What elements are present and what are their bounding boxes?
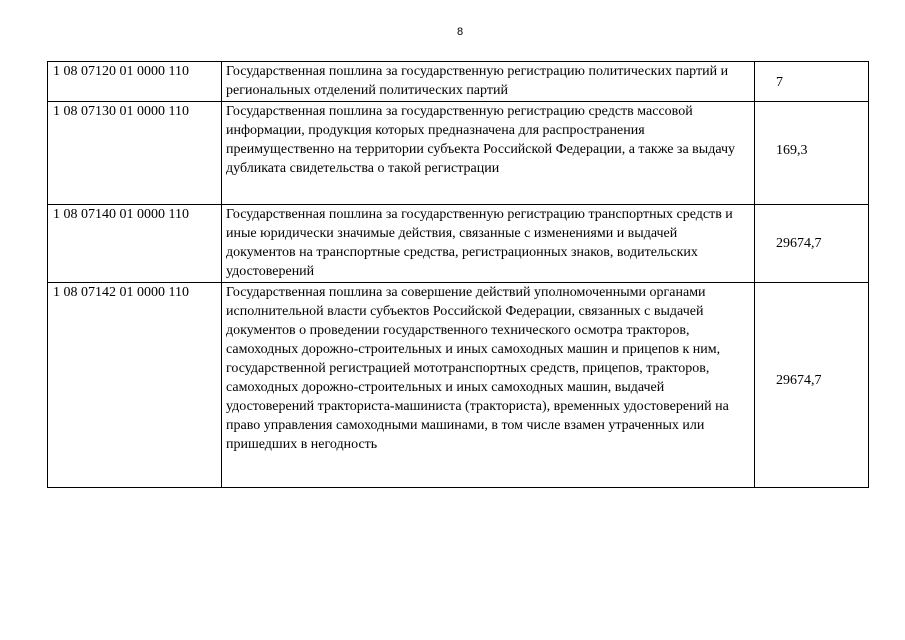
table-row [48,62,869,102]
table-row [48,102,869,205]
amount-cell: 29674,7 [755,205,869,283]
budget-code-cell: 1 08 07140 01 0000 110 [48,205,222,283]
budget-code-cell: 1 08 07142 01 0000 110 [48,283,222,488]
budget-code-cell: 1 08 07130 01 0000 110 [48,102,222,205]
amount-cell: 29674,7 [755,283,869,488]
budget-table [47,61,869,488]
page-number: 8 [456,26,464,38]
revenue-name-cell: Государственная пошлина за государственную регистрацию политических партий и региональных отделений политических партий [222,62,755,102]
revenue-name-cell: Государственная пошлина за государственную регистрацию средств массовой информации, продукция которых предназначена для распространения преимущественно на территории субъекта Российской Федерации, а также за выдачу дубликата свидетельства о такой регистрации [222,102,755,205]
budget-code-cell: 1 08 07120 01 0000 110 [48,62,222,102]
amount-cell: 169,3 [755,102,869,205]
table-row [48,205,869,283]
revenue-name-cell: Государственная пошлина за совершение действий уполномоченными органами исполнительной власти субъектов Российской Федерации, связанных с выдачей документов о проведении государственного технического осмотра тракторов, самоходных дорожно-строительных и иных самоходных машин и прицепов к ним, государственной регистрацией мототранспортных средств, прицепов, тракторов, самоходных дорожно-строительных и иных самоходных машин, выдачей удостоверений тракториста-машиниста (тракториста), временных удостоверений на право управления самоходными машинами, в том числе взамен утраченных или пришедших в негодность [222,283,755,488]
revenue-name-cell: Государственная пошлина за государственную регистрацию транспортных средств и иные юридически значимые действия, связанные с изменениями и выдачей документов на транспортные средства, регистрационных знаков, водительских удостоверений [222,205,755,283]
amount-cell: 7 [755,62,869,102]
table-row [48,283,869,488]
